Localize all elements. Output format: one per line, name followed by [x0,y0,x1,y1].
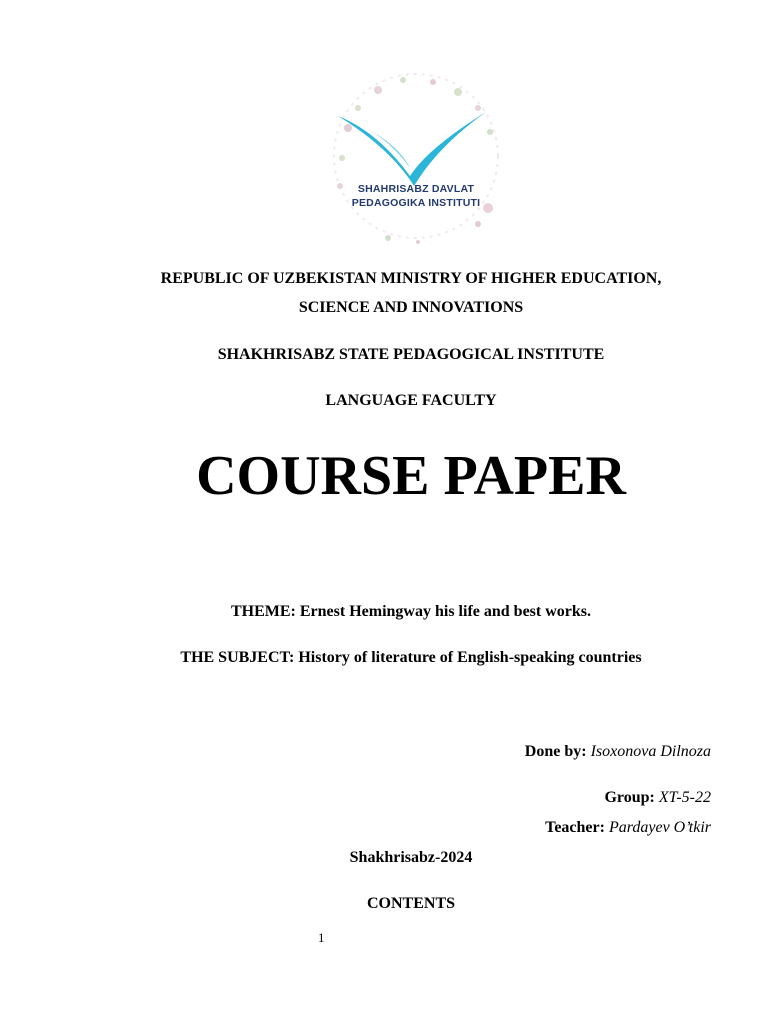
teacher-value: Pardayev O’tkir [608,819,711,836]
logo-text-line2: PEDAGOGIKA INSTITUTI [351,197,481,209]
subject-label: THE SUBJECT: [180,649,295,666]
group-line [604,789,711,807]
institute-name: SHAKHRISABZ STATE PEDAGOGICAL INSTITUTE [217,346,605,363]
teacher-line [545,819,711,837]
done-by-label: Done by: [524,743,587,760]
floral-wreath [334,74,498,244]
institute-logo [318,68,514,248]
done-by-line [525,743,711,761]
contents-heading: CONTENTS [366,895,456,912]
ministry-line-1: REPUBLIC OF UZBEKISTAN MINISTRY OF HIGHER EDUCATION, [160,270,662,287]
faculty-name: LANGUAGE FACULTY [325,392,497,409]
subject-value: History of literature of English-speaking countries [298,649,642,666]
page-number: 1 [318,930,325,945]
teacher-label: Teacher: [545,819,605,836]
theme-label: THEME: [230,603,296,620]
document-title: COURSE PAPER [196,445,626,507]
done-by-value: Isoxonova Dilnoza [590,743,711,760]
theme-line [0,603,768,621]
logo-text-line1: SHAHRISABZ DAVLAT [357,183,475,195]
theme-value: Ernest Hemingway his life and best works. [299,603,591,620]
group-value: XT-5-22 [658,789,711,806]
group-label: Group: [604,789,655,806]
place-year: Shakhrisabz-2024 [349,849,473,866]
subject-line [0,649,768,667]
bird-wings-logo-icon [318,68,514,248]
ministry-line-2: SCIENCE AND INNOVATIONS [298,299,524,316]
